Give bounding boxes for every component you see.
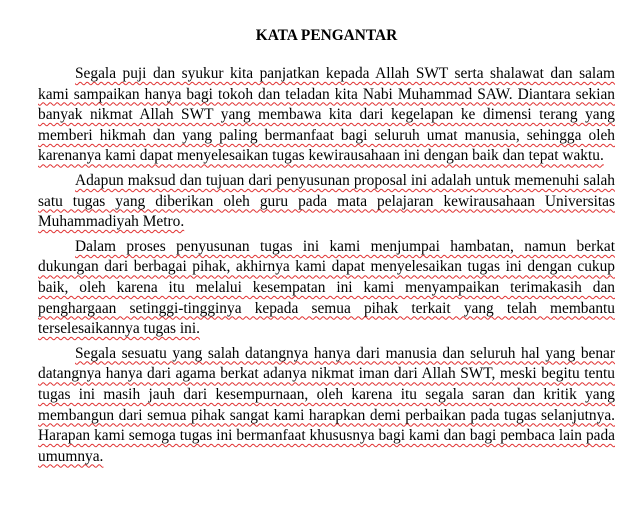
paragraph-2: Adapun maksud dan tujuan dari penyusunan proposal ini adalah untuk memenuhi salah satu tugas yang diberikan oleh guru pada mata pelajaran kewirausahaan Universitas Muhammadiyah Metro. (38, 171, 615, 231)
paragraph-1: Segala puji dan syukur kita panjatkan kepada Allah SWT serta shalawat dan salam kami sampaikan hanya bagi tokoh dan teladan kita Nabi Muhammad SAW. Diantara sekian banyak nikmat Allah SWT yang membawa kita dari kegelapan ke dimensi terang yang memberi hikmah dan yang paling bermanfaat bagi seluruh umat manusia, sehingga oleh karenanya kami dapat menyelesaikan tugas kewirausahaan ini dengan baik dan tepat waktu. (38, 65, 615, 165)
paragraph-3: Dalam proses penyusunan tugas ini kami menjumpai hambatan, namun berkat dukungan dari berbagai pihak, akhirnya kami dapat menyelesaikan tugas ini dengan cukup baik, oleh karena itu melalui kesempatan ini kami menyampaikan terimakasih dan penghargaan setinggi-tingginya kepada semua pihak terkait yang telah membantu terselesaikannya tugas ini. (38, 237, 615, 338)
document-page (38, 26, 615, 471)
page-title: KATA PENGANTAR (255, 27, 398, 44)
paragraph-4: Segala sesuatu yang salah datangnya hanya dari manusia dan seluruh hal yang benar datangnya hanya dari agama berkat adanya nikmat iman dari Allah SWT, meski begitu tentu tugas ini masih jauh dari kesempurnaan, oleh karena itu segala saran dan kritik yang membangun dari semua pihak sangat kami harapkan demi perbaikan pada tugas selanjutnya. Harapan kami semoga tugas ini bermanfaat khususnya bagi kami dan bagi pembaca lain pada umumnya. (38, 344, 615, 465)
